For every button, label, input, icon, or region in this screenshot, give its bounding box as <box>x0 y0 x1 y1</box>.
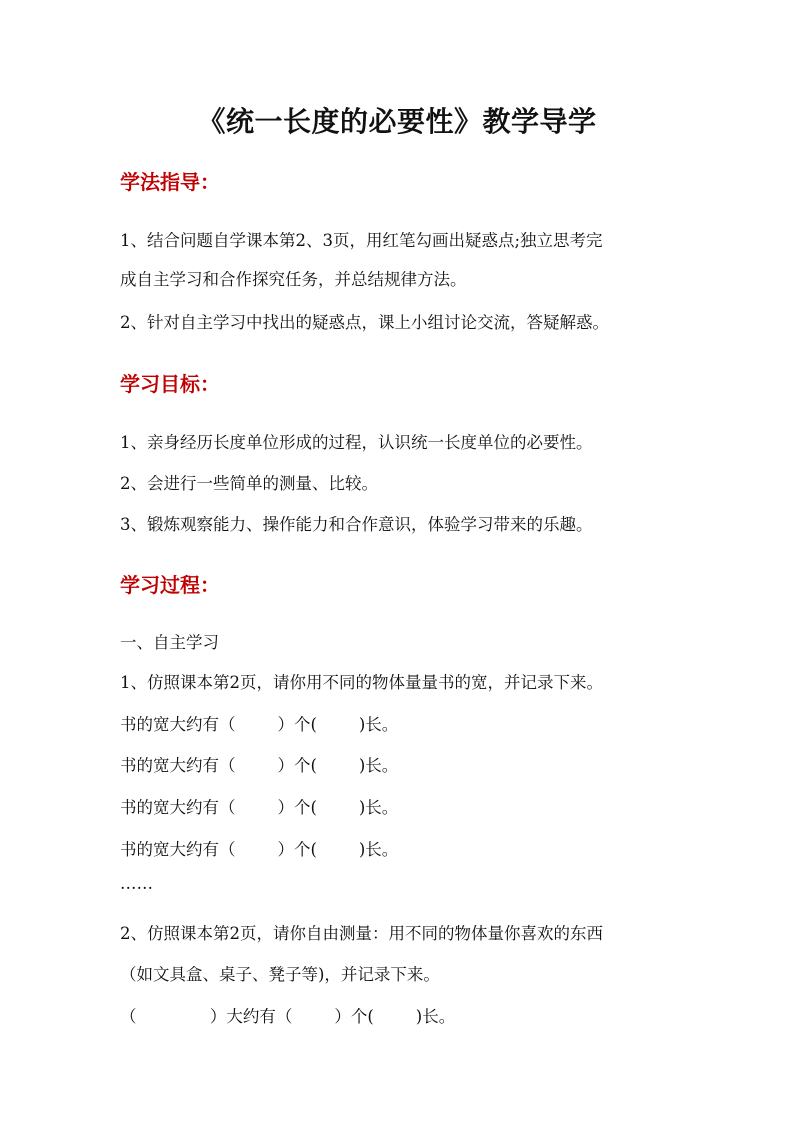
process-subheading: 一、自主学习 <box>120 633 219 652</box>
guidance-line-2: 成自主学习和合作探究任务，并总结规律方法。 <box>120 270 467 289</box>
blank-line-2: 书的宽大约有（ ）个( )长。 <box>120 756 399 775</box>
guidance-line-1: 1、结合问题自学课本第2、3页，用红笔勾画出疑惑点;独立思考完 <box>120 231 603 250</box>
page-title: 《统一长度的必要性》教学导学 <box>197 105 597 138</box>
goals-line-1: 1、亲身经历长度单位形成的过程，认识统一长度单位的必要性。 <box>120 433 593 452</box>
process-question-1: 1、仿照课本第2页，请你用不同的物体量量书的宽，并记录下来。 <box>120 673 603 692</box>
guidance-line-3: 2、针对自主学习中找出的疑惑点，课上小组讨论交流，答疑解惑。 <box>120 313 609 332</box>
ellipsis: …… <box>120 874 153 893</box>
blank-line-5: （ ）大约有（ ）个( )长。 <box>120 1007 456 1026</box>
blank-line-4: 书的宽大约有（ ）个( )长。 <box>120 840 399 859</box>
blank-line-1: 书的宽大约有（ ）个( )长。 <box>120 715 399 734</box>
process-question-2-line-1: 2、仿照课本第2页，请你自由测量：用不同的物体量你喜欢的东西 <box>120 924 603 943</box>
blank-line-3: 书的宽大约有（ ）个( )长。 <box>120 798 399 817</box>
goals-line-2: 2、会进行一些简单的测量、比较。 <box>120 474 378 493</box>
goals-heading: 学习目标： <box>120 372 220 396</box>
guidance-heading: 学法指导： <box>120 170 220 194</box>
goals-line-3: 3、锻炼观察能力、操作能力和合作意识，体验学习带来的乐趣。 <box>120 515 593 534</box>
process-heading: 学习过程： <box>120 573 220 597</box>
process-question-2-line-2: （如文具盒、桌子、凳子等)，并记录下来。 <box>120 965 440 984</box>
